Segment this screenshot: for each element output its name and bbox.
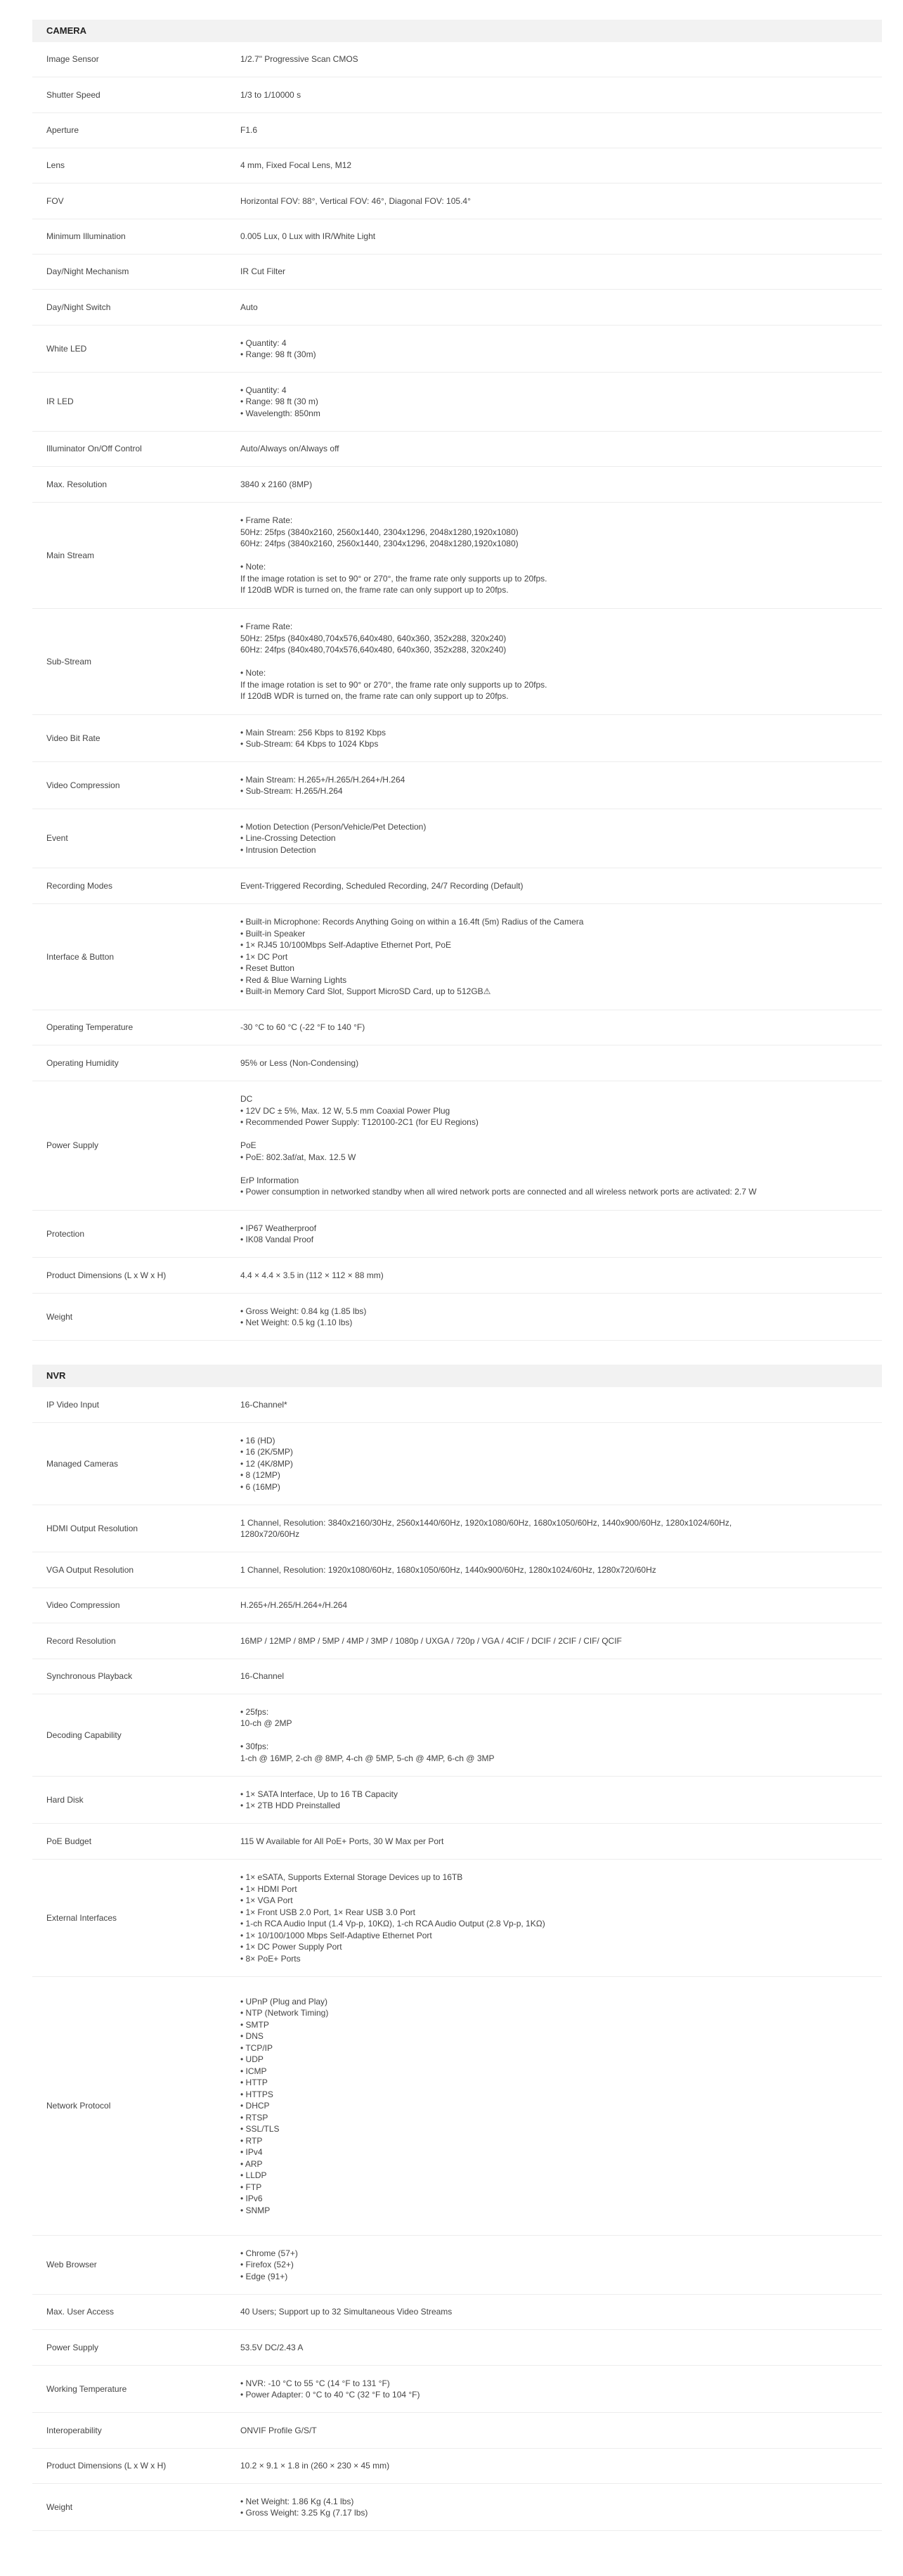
spec-value-line: • Range: 98 ft (30 m)	[240, 397, 318, 407]
spec-label: Operating Humidity	[46, 1057, 119, 1068]
spec-value-line: • Range: 98 ft (30m)	[240, 349, 316, 359]
spec-row-power-supply	[32, 1081, 882, 1211]
spec-value-line: • SNMP	[240, 2205, 271, 2215]
spec-value-line: • 1× SATA Interface, Up to 16 TB Capacity	[240, 1789, 398, 1799]
spec-value-line: 16-Channel*	[240, 1399, 287, 1410]
spec-label: Decoding Capability	[46, 1730, 122, 1740]
spec-value-line: • IPv4	[240, 2147, 263, 2158]
spec-value-line: • Net Weight: 1.86 Kg (4.1 lbs)	[240, 2496, 354, 2506]
spec-value-line: 60Hz: 24fps (840x480,704x576,640x480, 640x360, 352x288, 320x240)	[240, 645, 507, 655]
spec-row-web-browser	[32, 2236, 882, 2295]
spec-label: White LED	[46, 343, 87, 354]
spec-value-line: • Built-in Microphone: Records Anything Going on within a 16.4ft (5m) Radius of the Camera	[240, 917, 584, 927]
spec-value-line: PoE	[240, 1140, 256, 1151]
spec-row-protection	[32, 1211, 882, 1258]
spec-label: Managed Cameras	[46, 1458, 119, 1469]
spec-label: Recording Modes	[46, 880, 113, 891]
spec-value-line: • IPv6	[240, 2194, 263, 2204]
spec-row-product-dimensions-l-x-w-x-h	[32, 1258, 882, 1294]
spec-label: Aperture	[46, 125, 79, 136]
spec-section-nvr	[32, 1365, 882, 2531]
spec-value	[240, 870, 882, 902]
spec-value	[240, 1048, 882, 1079]
spec-label: Power Supply	[46, 2342, 99, 2352]
spec-value	[240, 79, 882, 111]
spec-row-ir-led	[32, 373, 882, 432]
spec-value	[240, 1826, 882, 1857]
spec-value-line: 4.4 × 4.4 × 3.5 in (112 × 112 × 88 mm)	[240, 1270, 384, 1280]
spec-label: Sub-Stream	[46, 656, 92, 666]
spec-value-line: • SSL/TLS	[240, 2124, 280, 2134]
spec-value-line: 1280x720/60Hz	[240, 1529, 300, 1539]
spec-value	[240, 1296, 882, 1339]
spec-value-line: • 1× HDMI Port	[240, 1883, 297, 1894]
spec-label: Product Dimensions (L x W x H)	[46, 1270, 167, 1280]
spec-value	[240, 764, 882, 807]
spec-value	[240, 292, 882, 323]
spec-row-ip-video-input	[32, 1387, 882, 1423]
spec-value-line: • Frame Rate:	[240, 622, 293, 632]
spec-value	[240, 1083, 882, 1208]
spec-value	[240, 328, 882, 371]
spec-row-main-stream	[32, 503, 882, 609]
spec-value-line: • Power Adapter: 0 °C to 40 °C (32 °F to 104 °F)	[240, 2390, 420, 2400]
spec-value-line: • 1× Front USB 2.0 Port, 1× Rear USB 3.0 Port	[240, 1907, 415, 1917]
spec-label: Power Supply	[46, 1140, 99, 1151]
spec-value-line	[240, 1163, 868, 1175]
spec-value-line	[240, 1128, 868, 1140]
spec-value	[240, 221, 882, 252]
spec-value-line: • Quantity: 4	[240, 337, 287, 348]
spec-row-vga-output-resolution	[32, 1552, 882, 1588]
spec-row-image-sensor	[32, 42, 882, 77]
spec-value-line: • Main Stream: H.265+/H.265/H.264+/H.264	[240, 774, 405, 785]
spec-value-line: • Reset Button	[240, 963, 294, 974]
spec-value-line: • HTTPS	[240, 2089, 273, 2099]
spec-value-line: • Line-Crossing Detection	[240, 833, 336, 844]
spec-value	[240, 906, 882, 1007]
spec-value-line: • NTP (Network Timing)	[240, 2008, 329, 2018]
spec-row-video-compression	[32, 1588, 882, 1623]
spec-label: PoE Budget	[46, 1836, 92, 1846]
spec-row-product-dimensions-l-x-w-x-h	[32, 2449, 882, 2484]
spec-value-line: • Red & Blue Warning Lights	[240, 974, 347, 985]
spec-value-line: • ARP	[240, 2158, 263, 2169]
spec-value-line: • Main Stream: 256 Kbps to 8192 Kbps	[240, 727, 386, 738]
spec-value-line: Auto/Always on/Always off	[240, 444, 339, 454]
spec-label: Day/Night Mechanism	[46, 266, 129, 277]
spec-value-line	[240, 656, 868, 668]
spec-value-line: If the image rotation is set to 90° or 270°, the frame rate only supports up to 20fps.	[240, 679, 547, 690]
spec-value-line: • Power consumption in networked standby when all wired network ports are connected and all wireless network ports are activated: 2.7 W	[240, 1187, 757, 1197]
spec-row-video-bit-rate	[32, 715, 882, 762]
spec-row-recording-modes	[32, 868, 882, 904]
spec-row-working-temperature	[32, 2366, 882, 2413]
spec-label: Interface & Button	[46, 951, 115, 962]
spec-row-white-led	[32, 326, 882, 373]
spec-value-line: 10-ch @ 2MP	[240, 1718, 292, 1729]
spec-value-line: • DHCP	[240, 2101, 270, 2111]
spec-value	[240, 611, 882, 712]
spec-row-max-resolution	[32, 467, 882, 503]
spec-value-line: • 6 (16MP)	[240, 1481, 280, 1492]
spec-row-record-resolution	[32, 1623, 882, 1659]
spec-value-line: 16-Channel	[240, 1671, 285, 1682]
spec-label: Product Dimensions (L x W x H)	[46, 2461, 167, 2471]
spec-section-camera	[32, 20, 882, 1341]
spec-value-line: • Frame Rate:	[240, 515, 293, 526]
spec-value-line: • 1× VGA Port	[240, 1895, 293, 1905]
spec-row-external-interfaces	[32, 1860, 882, 1977]
spec-value	[240, 1862, 882, 1974]
spec-value-line: 3840 x 2160 (8MP)	[240, 479, 313, 489]
spec-value-line: • IP67 Weatherproof	[240, 1223, 317, 1233]
spec-value	[240, 2296, 882, 2328]
spec-value	[240, 2450, 882, 2482]
spec-value-line: 1 Channel, Resolution: 3840x2160/30Hz, 2560x1440/60Hz, 1920x1080/60Hz, 1680x1050/60Hz, 1440x900/60Hz, 1280x1024/60Hz,	[240, 1517, 732, 1528]
spec-value-line: • 12V DC ± 5%, Max. 12 W, 5.5 mm Coaxial Power Plug	[240, 1105, 450, 1116]
spec-value-line: • 1× 10/100/1000 Mbps Self-Adaptive Ethernet Port	[240, 1930, 432, 1940]
spec-value-line: • 16 (2K/5MP)	[240, 1447, 293, 1457]
spec-value-line: • Gross Weight: 3.25 Kg (7.17 lbs)	[240, 2508, 368, 2518]
spec-label: IR LED	[46, 397, 74, 407]
spec-row-max-user-access	[32, 2295, 882, 2330]
spec-value-line: • Wavelength: 850nm	[240, 408, 320, 418]
spec-value	[240, 811, 882, 866]
section-title: NVR	[32, 1365, 882, 1387]
spec-value-line: 50Hz: 25fps (3840x2160, 2560x1440, 2304x1296, 2048x1280,1920x1080)	[240, 527, 519, 537]
spec-value	[240, 256, 882, 288]
spec-value-line: • 30fps:	[240, 1741, 269, 1752]
spec-value-line: • RTP	[240, 2135, 263, 2146]
spec-row-power-supply	[32, 2330, 882, 2366]
spec-label: Network Protocol	[46, 2101, 111, 2111]
spec-value-line: Horizontal FOV: 88°, Vertical FOV: 46°, Diagonal FOV: 105.4°	[240, 195, 471, 206]
spec-label: Lens	[46, 160, 65, 171]
spec-row-event	[32, 809, 882, 868]
spec-value-line: -30 °C to 60 °C (-22 °F to 140 °F)	[240, 1022, 365, 1033]
spec-value-line: IR Cut Filter	[240, 266, 286, 277]
spec-label: Day/Night Switch	[46, 302, 111, 312]
spec-value-line: • 1× eSATA, Supports External Storage Devices up to 16TB	[240, 1872, 463, 1882]
spec-value-line: • LLDP	[240, 2170, 267, 2181]
spec-value-line: • Gross Weight: 0.84 kg (1.85 lbs)	[240, 1306, 367, 1316]
section-title: CAMERA	[32, 20, 882, 42]
spec-value-line: • 8× PoE+ Ports	[240, 1953, 301, 1964]
spec-label: Web Browser	[46, 2260, 97, 2270]
spec-value-line: • Quantity: 4	[240, 385, 287, 395]
spec-label: FOV	[46, 195, 64, 206]
spec-row-illuminator-on-off-control	[32, 432, 882, 467]
spec-value	[240, 115, 882, 146]
spec-value-line: • Note:	[240, 668, 266, 678]
spec-value-line: H.265+/H.265/H.264+/H.264	[240, 1600, 348, 1611]
spec-value-line: • UDP	[240, 2054, 264, 2065]
spec-label: Max. Resolution	[46, 479, 108, 489]
spec-value	[240, 1696, 882, 1775]
spec-value-line: • Built-in Memory Card Slot, Support MicroSD Card, up to 512GB⚠	[240, 986, 491, 997]
spec-value-line: DC	[240, 1094, 253, 1105]
spec-label: Max. User Access	[46, 2307, 115, 2317]
spec-value-line: • Chrome (57+)	[240, 2248, 298, 2258]
spec-label: Video Compression	[46, 780, 120, 790]
spec-label: Video Compression	[46, 1600, 120, 1611]
spec-row-shutter-speed	[32, 77, 882, 113]
spec-value	[240, 2415, 882, 2447]
spec-value-line: • Sub-Stream: H.265/H.264	[240, 786, 343, 796]
spec-label: IP Video Input	[46, 1399, 99, 1410]
spec-value-line: • NVR: -10 °C to 55 °C (14 °F to 131 °F)	[240, 2378, 390, 2388]
spec-value	[240, 433, 882, 465]
spec-label: External Interfaces	[46, 1912, 117, 1923]
spec-value-line: 40 Users; Support up to 32 Simultaneous Video Streams	[240, 2307, 453, 2317]
spec-label: Shutter Speed	[46, 89, 100, 100]
spec-row-sub-stream	[32, 609, 882, 715]
spec-value-line: ErP Information	[240, 1175, 299, 1185]
spec-value	[240, 1779, 882, 1822]
spec-value	[240, 1260, 882, 1292]
spec-value	[240, 150, 882, 181]
spec-label: Weight	[46, 2501, 73, 2512]
spec-value-line: • HTTP	[240, 2078, 268, 2088]
spec-value	[240, 1507, 882, 1550]
spec-value-line: • Note:	[240, 562, 266, 572]
spec-value-line: • RTSP	[240, 2112, 268, 2123]
spec-value-line: If 120dB WDR is turned on, the frame rate can only support up to 20fps.	[240, 691, 509, 702]
spec-value	[240, 2368, 882, 2411]
spec-value-line: 1/3 to 1/10000 s	[240, 89, 301, 100]
spec-label: Protection	[46, 1228, 85, 1239]
spec-row-decoding-capability	[32, 1694, 882, 1777]
spec-value-line: • Edge (91+)	[240, 2271, 288, 2281]
spec-row-hard-disk	[32, 1777, 882, 1824]
spec-value-line: • Built-in Speaker	[240, 928, 306, 939]
spec-value	[240, 2486, 882, 2529]
spec-value-line: F1.6	[240, 125, 258, 136]
spec-row-synchronous-playback	[32, 1659, 882, 1694]
spec-value	[240, 1389, 882, 1421]
spec-row-lens	[32, 148, 882, 183]
spec-value-line: 95% or Less (Non-Condensing)	[240, 1057, 359, 1068]
spec-label: Operating Temperature	[46, 1022, 134, 1033]
spec-value-line: Event-Triggered Recording, Scheduled Recording, 24/7 Recording (Default)	[240, 880, 524, 891]
spec-value-line: • Recommended Power Supply: T120100-2C1 (for EU Regions)	[240, 1117, 479, 1128]
spec-value-line: • 1× RJ45 10/100Mbps Self-Adaptive Ethernet Port, PoE	[240, 940, 452, 951]
spec-value-line: Auto	[240, 302, 258, 312]
spec-value-line: 16MP / 12MP / 8MP / 5MP / 4MP / 3MP / 1080p / UXGA / 720p / VGA / 4CIF / DCIF / 2CIF / CIF/ QCIF	[240, 1635, 622, 1646]
spec-row-managed-cameras	[32, 1423, 882, 1505]
spec-value-line: • 1-ch RCA Audio Input (1.4 Vp-p, 10KΩ), 1-ch RCA Audio Output (2.8 Vp-p, 1KΩ)	[240, 1919, 545, 1928]
spec-label: Illuminator On/Off Control	[46, 444, 142, 454]
spec-value	[240, 1213, 882, 1256]
spec-value-line: • 16 (HD)	[240, 1435, 275, 1445]
spec-value	[240, 1625, 882, 1657]
spec-value	[240, 2332, 882, 2364]
spec-value-line: • TCP/IP	[240, 2042, 273, 2053]
spec-value-line: • Firefox (52+)	[240, 2260, 294, 2270]
spec-value-line: • 12 (4K/8MP)	[240, 1458, 293, 1469]
spec-value-line: 0.005 Lux, 0 Lux with IR/White Light	[240, 231, 376, 242]
spec-label: Video Bit Rate	[46, 733, 100, 743]
spec-label: Hard Disk	[46, 1794, 84, 1805]
spec-value-line: • Sub-Stream: 64 Kbps to 1024 Kbps	[240, 739, 379, 749]
spec-row-day-night-mechanism	[32, 255, 882, 290]
spec-row-fov	[32, 183, 882, 219]
spec-value	[240, 717, 882, 760]
spec-value	[240, 44, 882, 75]
spec-value	[240, 1986, 882, 2227]
spec-value-line: • Intrusion Detection	[240, 844, 316, 855]
spec-value-line: • PoE: 802.3af/at, Max. 12.5 W	[240, 1152, 356, 1162]
spec-label: Minimum Illumination	[46, 231, 126, 242]
spec-row-network-protocol	[32, 1977, 882, 2236]
spec-row-operating-temperature	[32, 1010, 882, 1045]
spec-value-line: ONVIF Profile G/S/T	[240, 2425, 317, 2435]
spec-value-line: • 1× DC Port	[240, 951, 288, 962]
spec-row-video-compression	[32, 762, 882, 809]
spec-label: Working Temperature	[46, 2383, 127, 2394]
spec-row-day-night-switch	[32, 290, 882, 326]
spec-label: Main Stream	[46, 550, 95, 560]
spec-row-operating-humidity	[32, 1045, 882, 1081]
spec-value-line: 1/2.7" Progressive Scan CMOS	[240, 54, 358, 65]
spec-row-aperture	[32, 113, 882, 148]
spec-value-line: 1-ch @ 16MP, 2-ch @ 8MP, 4-ch @ 5MP, 5-ch @ 4MP, 6-ch @ 3MP	[240, 1753, 495, 1763]
spec-value-line: 60Hz: 24fps (3840x2160, 2560x1440, 2304x1296, 2048x1280,1920x1080)	[240, 539, 519, 549]
spec-row-minimum-illumination	[32, 219, 882, 255]
spec-value-line: • 8 (12MP)	[240, 1470, 280, 1481]
spec-value	[240, 186, 882, 217]
spec-value	[240, 1425, 882, 1503]
spec-value	[240, 375, 882, 430]
spec-value-line: • Motion Detection (Person/Vehicle/Pet Detection)	[240, 821, 427, 832]
spec-value	[240, 505, 882, 606]
spec-value	[240, 469, 882, 501]
spec-value-line: • 25fps:	[240, 1706, 269, 1717]
spec-label: Weight	[46, 1311, 73, 1322]
spec-value	[240, 1590, 882, 1621]
spec-label: Synchronous Playback	[46, 1671, 133, 1682]
spec-value-line: If the image rotation is set to 90° or 270°, the frame rate only supports up to 20fps.	[240, 573, 547, 584]
spec-value-line: • 1× DC Power Supply Port	[240, 1942, 342, 1952]
spec-label: Event	[46, 833, 68, 844]
spec-value-line: • ICMP	[240, 2066, 267, 2076]
spec-value-line: 115 W Available for All PoE+ Ports, 30 W Max per Port	[240, 1836, 444, 1846]
spec-row-interoperability	[32, 2413, 882, 2449]
spec-value-line: 1 Channel, Resolution: 1920x1080/60Hz, 1680x1050/60Hz, 1440x900/60Hz, 1280x1024/60Hz, 1280x720/60Hz	[240, 1564, 656, 1575]
spec-value-line: 50Hz: 25fps (840x480,704x576,640x480, 640x360, 352x288, 320x240)	[240, 633, 507, 643]
spec-value-line: If 120dB WDR is turned on, the frame rate can only support up to 20fps.	[240, 585, 509, 595]
spec-row-interface-button	[32, 904, 882, 1010]
spec-value	[240, 2238, 882, 2293]
spec-row-weight	[32, 2484, 882, 2531]
spec-label: VGA Output Resolution	[46, 1564, 134, 1575]
spec-value-line: • FTP	[240, 2182, 262, 2192]
spec-value-line: • Net Weight: 0.5 kg (1.10 lbs)	[240, 1318, 353, 1327]
spec-value-line: 4 mm, Fixed Focal Lens, M12	[240, 160, 352, 171]
spec-value	[240, 1012, 882, 1043]
spec-label: Interoperability	[46, 2425, 102, 2435]
spec-value-line: 10.2 × 9.1 × 1.8 in (260 × 230 × 45 mm)	[240, 2461, 390, 2471]
spec-value	[240, 1554, 882, 1586]
spec-value-line: • SMTP	[240, 2019, 269, 2030]
spec-row-weight	[32, 1294, 882, 1341]
spec-row-hdmi-output-resolution	[32, 1505, 882, 1552]
spec-value-line: • UPnP (Plug and Play)	[240, 1996, 328, 2007]
spec-value-line: • 1× 2TB HDD Preinstalled	[240, 1801, 340, 1810]
spec-label: Record Resolution	[46, 1635, 116, 1646]
spec-row-poe-budget	[32, 1824, 882, 1860]
spec-value-line: • IK08 Vandal Proof	[240, 1235, 314, 1244]
spec-value-line: 53.5V DC/2.43 A	[240, 2342, 304, 2352]
spec-label: Image Sensor	[46, 54, 99, 65]
spec-value	[240, 1661, 882, 1692]
spec-label: HDMI Output Resolution	[46, 1523, 138, 1533]
spec-value-line	[240, 550, 868, 562]
spec-value-line: • DNS	[240, 2031, 264, 2042]
spec-value-line	[240, 1730, 868, 1741]
